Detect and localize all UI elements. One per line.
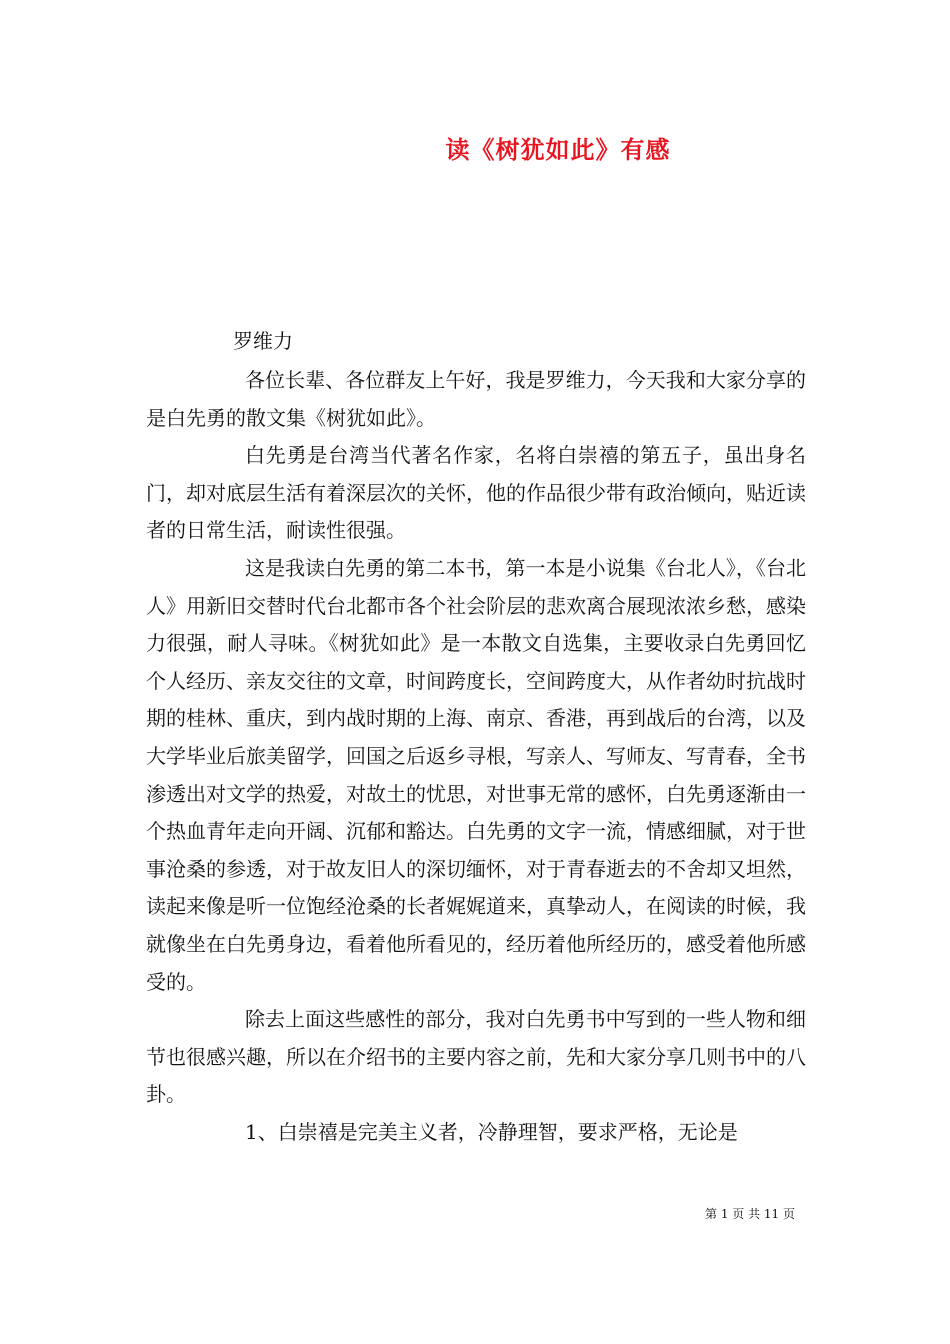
paragraph-anecdote-1: 1、白崇禧是完美主义者，冷静理智，要求严格，无论是 bbox=[245, 1119, 738, 1144]
paragraph-transition: 除去上面这些感性的部分，我对白先勇书中写到的一些人物和细节也很感兴趣，所以在介绍书的主要内容之前，先和大家分享几则书中的八卦。 bbox=[146, 1007, 806, 1107]
article-body bbox=[146, 362, 806, 1151]
paragraph-greeting: 各位长辈、各位群友上午好，我是罗维力，今天我和大家分享的是白先勇的散文集《树犹如此》。 bbox=[146, 368, 806, 430]
document-title: 读《树犹如此》有感 bbox=[445, 135, 671, 164]
paragraph-book-summary: 这是我读白先勇的第二本书，第一本是小说集《台北人》，《台北人》用新旧交替时代台北都市各个社会阶层的悲欢离合展现浓浓乡愁，感染力很强，耐人寻味。《树犹如此》是一本散文自选集，主要收录白先勇回忆个人经历、亲友交往的文章，时间跨度长，空间跨度大，从作者幼时抗战时期的桂林、重庆，到内战时期的上海、南京、香港，再到战后的台湾，以及大学毕业后旅美留学，回国之后返乡寻根，写亲人、写师友、写青春，全书渗透出对文学的热爱，对故土的忧思，对世事无常的感怀，白先勇逐渐由一个热血青年走向开阔、沉郁和豁达。白先勇的文字一流，情感细腻，对于世事沧桑的参透，对于故友旧人的深切缅怀，对于青春逝去的不舍却又坦然，读起来像是听一位饱经沧桑的长者娓娓道来，真挚动人，在阅读的时候，我就像坐在白先勇身边，看着他所看见的，经历着他所经历的，感受着他所感受的。 bbox=[146, 555, 806, 994]
paragraph-author-intro: 白先勇是台湾当代著名作家，名将白崇禧的第五子，虽出身名门，却对底层生活有着深层次的关怀，他的作品很少带有政治倾向，贴近读者的日常生活，耐读性很强。 bbox=[146, 443, 806, 543]
author-name: 罗维力 bbox=[233, 329, 293, 353]
page-number-footer: 第 1 页 共 11 页 bbox=[705, 1207, 795, 1221]
